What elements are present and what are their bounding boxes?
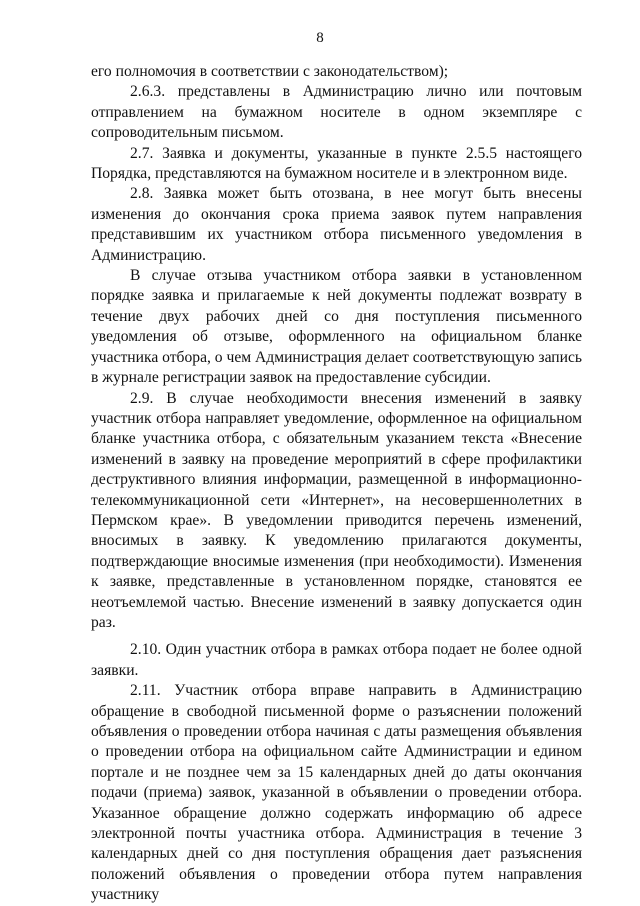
paragraph-2-7: 2.7. Заявка и документы, указанные в пункте 2.5.5 настоящего Порядка, представляются на бумажном носителе и в электронном виде. xyxy=(91,144,582,183)
paragraph-2-10: 2.10. Один участник отбора в рамках отбора подает не более одной заявки. xyxy=(91,641,582,679)
paragraph-withdrawal: В случае отзыва участником отбора заявки в установленном порядке заявка и прилагаемые к ней документы подлежат возврату в течение двух рабочих дней со дня поступления письменного уведомления об отзыве, оформленного на официальном бланке участника отбора, о чем Администрация делает соответствующую запись в журнале регистрации заявок на предоставление субсидии. xyxy=(91,267,583,387)
paragraph-2-8: 2.8. Заявка может быть отозвана, в нее могут быть внесены изменения до окончания срока приема заявок путем направления представившим их участником отбора письменного уведомления в Администрацию. xyxy=(91,185,582,264)
paragraph-2-9: 2.9. В случае необходимости внесения изменений в заявку участник отбора направляет уведомление, оформленное на официальном бланке участника отбора, с обязательным указанием текста «Внесение изменений в заявку на проведение мероприятий в сфере профилактики деструктивного влияния информации, размещенной в информационно-телекоммуникационной сети «Интернет», на несовершеннолетних в Пермском крае». В уведомлении приводится перечень изменений, вносимых в заявку. К уведомлению прилагаются документы, подтверждающие вносимые изменения (при необходимости). Изменения к заявке, представленные в установленном порядке, становятся ее неотъемлемой частью. Внесение изменений в заявку допускается один раз. xyxy=(91,389,582,631)
paragraph-2-6-3: 2.6.3. представлены в Администрацию лично или почтовым отправлением на бумажном носителе в одном экземпляре с сопроводительным письмом. xyxy=(91,83,582,142)
page-number: 8 xyxy=(316,30,324,46)
document-body xyxy=(91,62,582,906)
paragraph-2-11: 2.11. Участник отбора вправе направить в Администрацию обращение в свободной письменной форме о разъяснении положений объявления о проведении отбора начиная с даты размещения объявления о проведении отбора на официальном сайте Администрации и едином портале и не позднее чем за 15 календарных дней до даты окончания подачи (приема) заявок, указанной в объявлении о проведении отбора. Указанное обращение должно содержать информацию об адресе электронной почты участника отбора. Администрация в течение 3 календарных дней со дня поступления обращения дает разъяснения положений объявления о проведении отбора путем направления участнику xyxy=(91,682,582,904)
paragraph-continuation: его полномочия в соответствии с законодательством); xyxy=(91,63,449,80)
